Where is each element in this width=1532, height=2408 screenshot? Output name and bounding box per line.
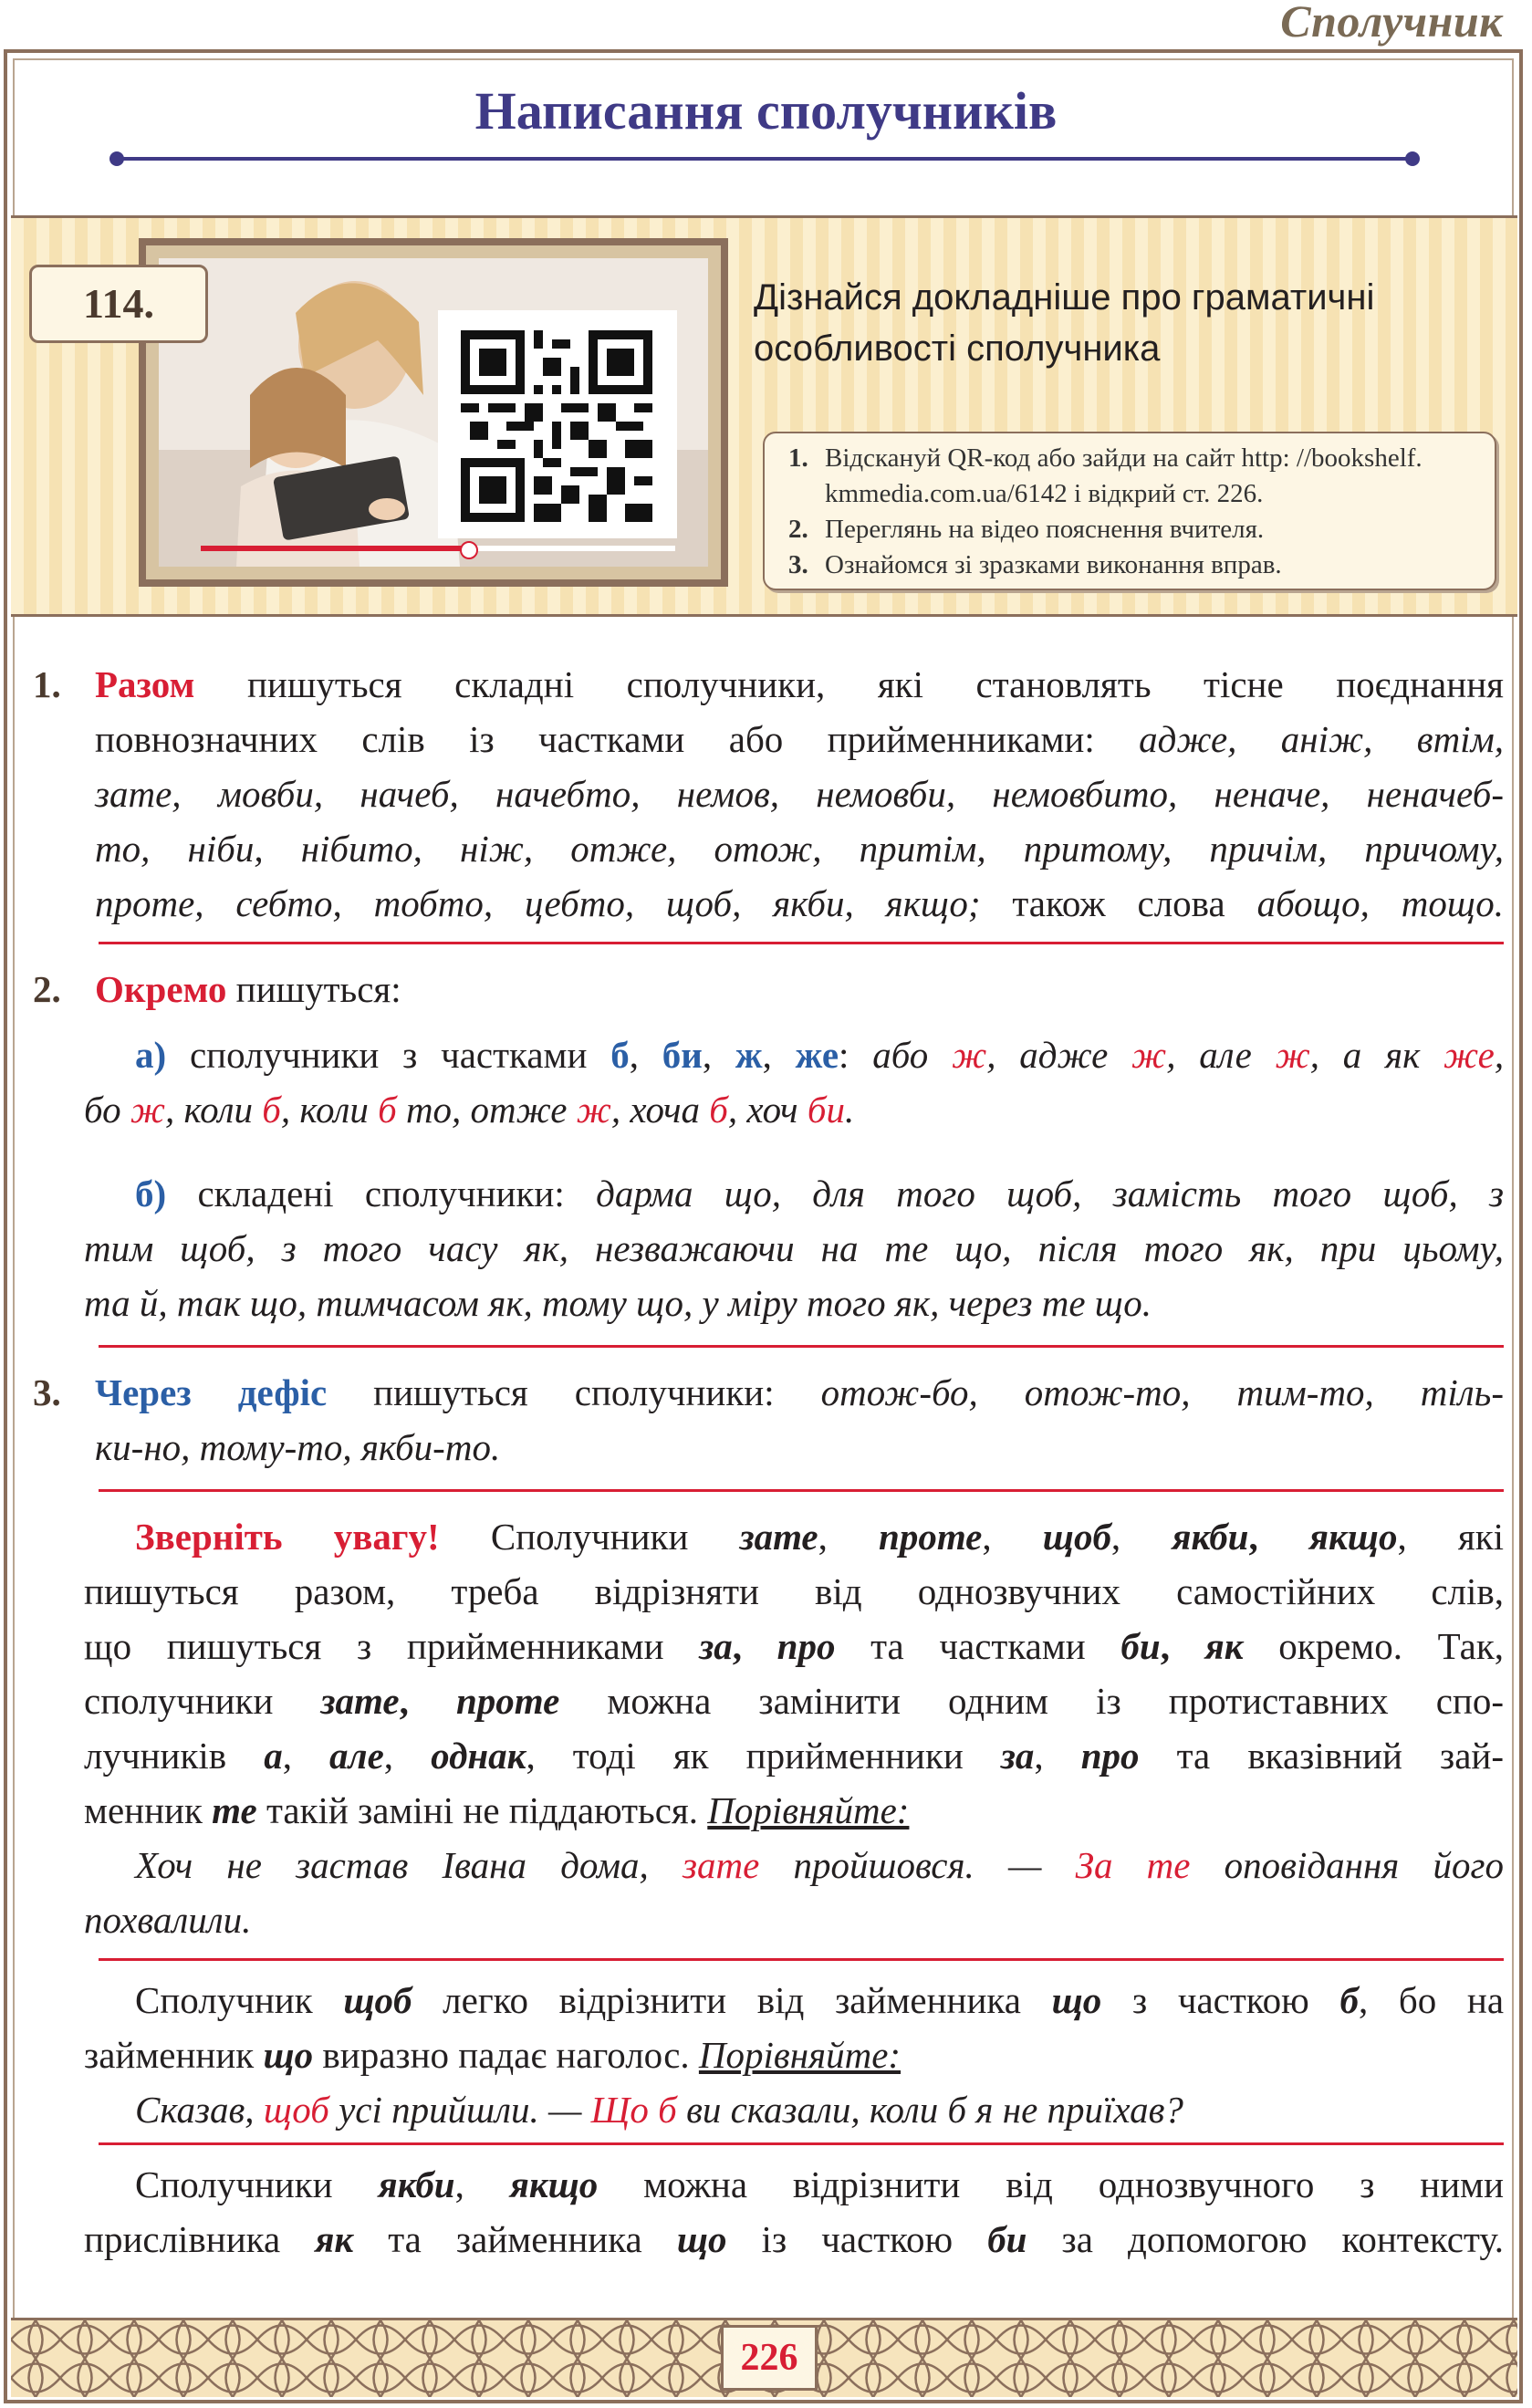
instruction-step-continuation: kmmedia.com.ua/6142 і відкрий ст. 226. [825,479,1264,508]
rule1-line4: то, ніби, нібито, ніж, отже, отож, притім, притому, причім, причому, [95,828,1504,870]
divider [99,1489,1504,1492]
divider [99,942,1504,944]
rule2a-line1: а) сполучники з частками б, би, ж, же: або ж, адже ж, але ж, а як же, [135,1034,1505,1076]
exercise-heading: Дізнайся докладніше про граматичні особливості сполучника [754,277,1375,369]
divider [99,1345,1504,1348]
instruction-step: 2. Переглянь на відео пояснення вчителя. [788,515,1265,544]
exercise-number: 114. [29,265,208,343]
rule1-line2: повнозначних слів із частками або прийменниками: адже, аніж, втім, [95,718,1504,760]
video-progress-fill [201,546,465,551]
rule-number: 3. [33,1371,61,1413]
note-line6: менник те такій заміні не піддаються. Порівняйте: [84,1789,910,1831]
rule2b-line1: б) складені сполучники: дарма що, для того щоб, замість того щоб, з [135,1173,1505,1214]
rule-number: 1. [33,663,61,705]
instructions-box [763,432,1496,590]
rule3-line2: ки-но, тому-то, якби-то. [95,1426,501,1468]
note3-line1: Сполучники якби, якщо можна відрізнити від однозвучного з ними [135,2163,1505,2205]
rule2b-line2: тим щоб, з того часу як, незважаючи на те що, після того як, при цьому, [84,1227,1504,1269]
video-progress-bar[interactable] [201,546,675,551]
note2-line1: Сполучник щоб легко відрізнити від займенника що з часткою б, бо на [135,1979,1505,2021]
note-line2: пишуться разом, треба відрізняти від однозвучних самостійних слів, [84,1570,1504,1612]
page-title: Написання сполучників [474,81,1058,141]
rule3-line1: Через дефіс пишуться сполучники: отож-бо, отож-то, тим-то, тіль- [95,1371,1504,1413]
note2-example: Сказав, щоб усі прийшли. — Що б ви сказали, коли б я не приїхав? [135,2089,1183,2131]
note3-line2: прислівника як та займенника що із часткою би за допомогою контексту. [84,2218,1504,2260]
title-divider [117,157,1412,161]
qr-code[interactable] [438,310,677,538]
divider [99,2142,1504,2145]
instruction-step: 1. Відскануй QR-код або зайди на сайт http: //bookshelf. [788,443,1423,473]
note-line1: Зверніть увагу! Сполучники зате, проте, щоб, якби, якщо, які [135,1516,1505,1558]
divider [99,1958,1504,1961]
note-example-line1: Хоч не застав Івана дома, зате пройшовся. — За те оповідання його [135,1844,1505,1886]
note-example-line2: похвалили. [84,1899,252,1941]
note2-line2: займенник що виразно падає наголос. Порівняйте: [84,2034,901,2076]
section-header: Сполучник [1280,0,1503,47]
note-line5: лучників а, але, однак, тоді як прийменники за, про та вказівний зай- [84,1735,1505,1777]
note-line3: що пишуться з прийменниками за, про та частками би, як окремо. Так, [84,1625,1505,1667]
instruction-step: 3. Ознайомся зі зразками виконання вправ. [788,550,1282,579]
rule2b-line3: та й, так що, тимчасом як, тому що, у міру того як, через те що. [84,1282,1152,1324]
page-number: 226 [721,2325,818,2391]
rule2a-line2: бо ж, коли б, коли б то, отже ж, хоча б, хоч би. [84,1089,855,1131]
video-scrubber-handle[interactable] [460,541,478,559]
rule1-line3: зате, мовби, начеб, начебто, немов, немовби, немовбито, неначе, неначеб- [95,773,1504,815]
rule-number: 2. [33,968,61,1010]
rule1-line5: проте, себто, тобто, цебто, щоб, якби, якщо; також слова абощо, тощо. [95,882,1505,924]
rule1-line1: Разом пишуться складні сполучники, які становлять тісне поєднання [95,663,1504,705]
rule2-heading: Окремо пишуться: [95,968,401,1010]
note-line4: сполучники зате, проте можна замінити одним із протиставних спо- [84,1680,1505,1722]
